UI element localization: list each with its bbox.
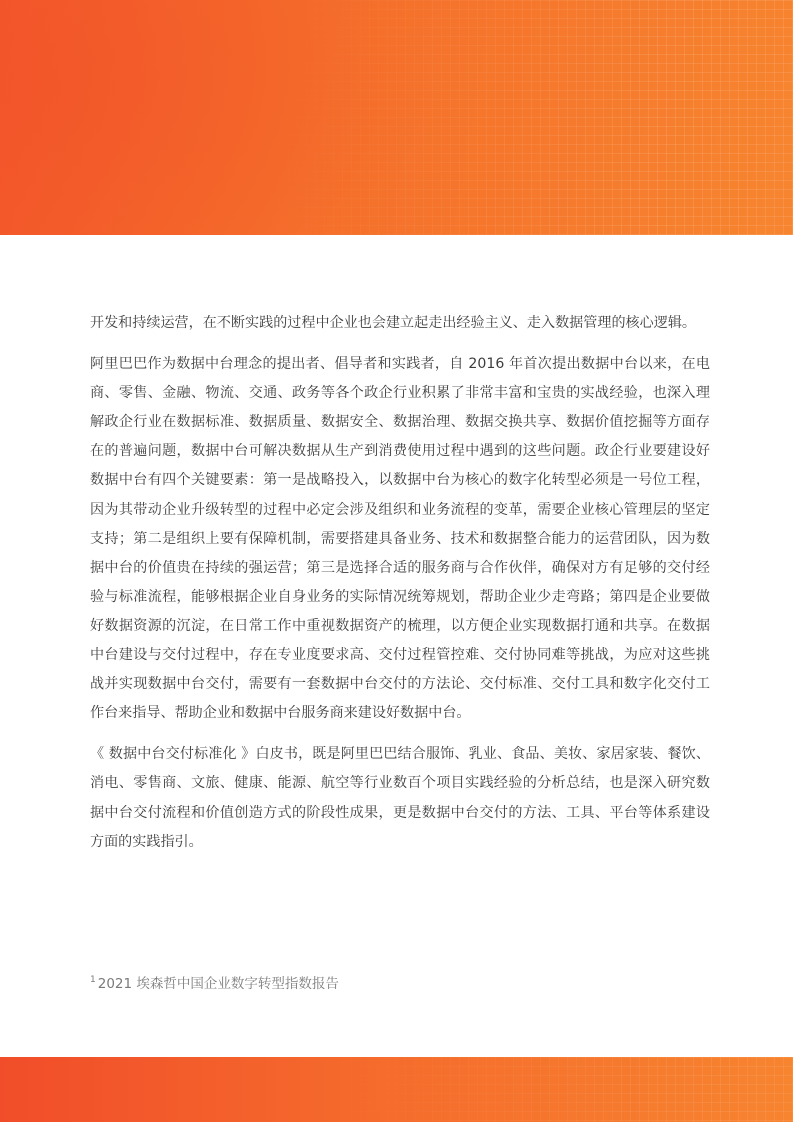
band-grid-pattern [0,1057,793,1122]
footnote [90,970,339,994]
body-text [90,309,710,869]
banner-grid-pattern [0,0,793,235]
bottom-decorative-band [0,1057,793,1122]
footnote-text: 2021 埃森哲中国企业数字转型指数报告 [97,976,339,992]
paragraph-intro: 开发和持续运营，在不断实践的过程中企业也会建立起走出经验主义、走入数据管理的核心逻辑。 [90,315,697,331]
paragraph-whitepaper: 《 数据中台交付标准化 》白皮书，既是阿里巴巴结合服饰、乳业、食品、美妆、家居家装、餐饮、消电、零售商、文旅、健康、能源、航空等行业数百个项目实践经验的分析总结，也是深入研究数据中台交付流程和价值创造方式的阶段性成果，更是数据中台交付的方法、工具、平台等体系建设方面的实践指引。 [90,746,710,850]
top-decorative-banner [0,0,793,235]
paragraph-alibaba: 阿里巴巴作为数据中台理念的提出者、倡导者和实践者，自 2016 年首次提出数据中台以来，在电商、零售、金融、物流、交通、政务等各个政企行业积累了非常丰富和宝贵的实战经验，也深入理解政企行业在数据标准、数据质量、数据安全、数据治理、数据交换共享、数据价值挖掘等方面存在的普遍问题，数据中台可解决数据从生产到消费使用过程中遇到的这些问题。政企行业要建设好数据中台有四个关键要素：第一是战略投入，以数据中台为核心的数字化转型必须是一号位工程，因为其带动企业升级转型的过程中必定会涉及组织和业务流程的变革，需要企业核心管理层的坚定支持；第二是组织上要有保障机制，需要搭建具备业务、技术和数据整合能力的运营团队，因为数据中台的价值贵在持续的强运营；第三是选择合适的服务商与合作伙伴，确保对方有足够的交付经验与标准流程，能够根据企业自身业务的实际情况统筹规划，帮助企业少走弯路；第四是企业要做好数据资源的沉淀，在日常工作中重视数据资产的梳理，以方便企业实现数据打通和共享。在数据中台建设与交付过程中，存在专业度要求高、交付过程管控难、交付协同难等挑战，为应对这些挑战并实现数据中台交付，需要有一套数据中台交付的方法论、交付标准、交付工具和数字化交付工作台来指导、帮助企业和数据中台服务商来建设好数据中台。 [90,356,710,722]
footnote-number: 1 [90,975,96,985]
